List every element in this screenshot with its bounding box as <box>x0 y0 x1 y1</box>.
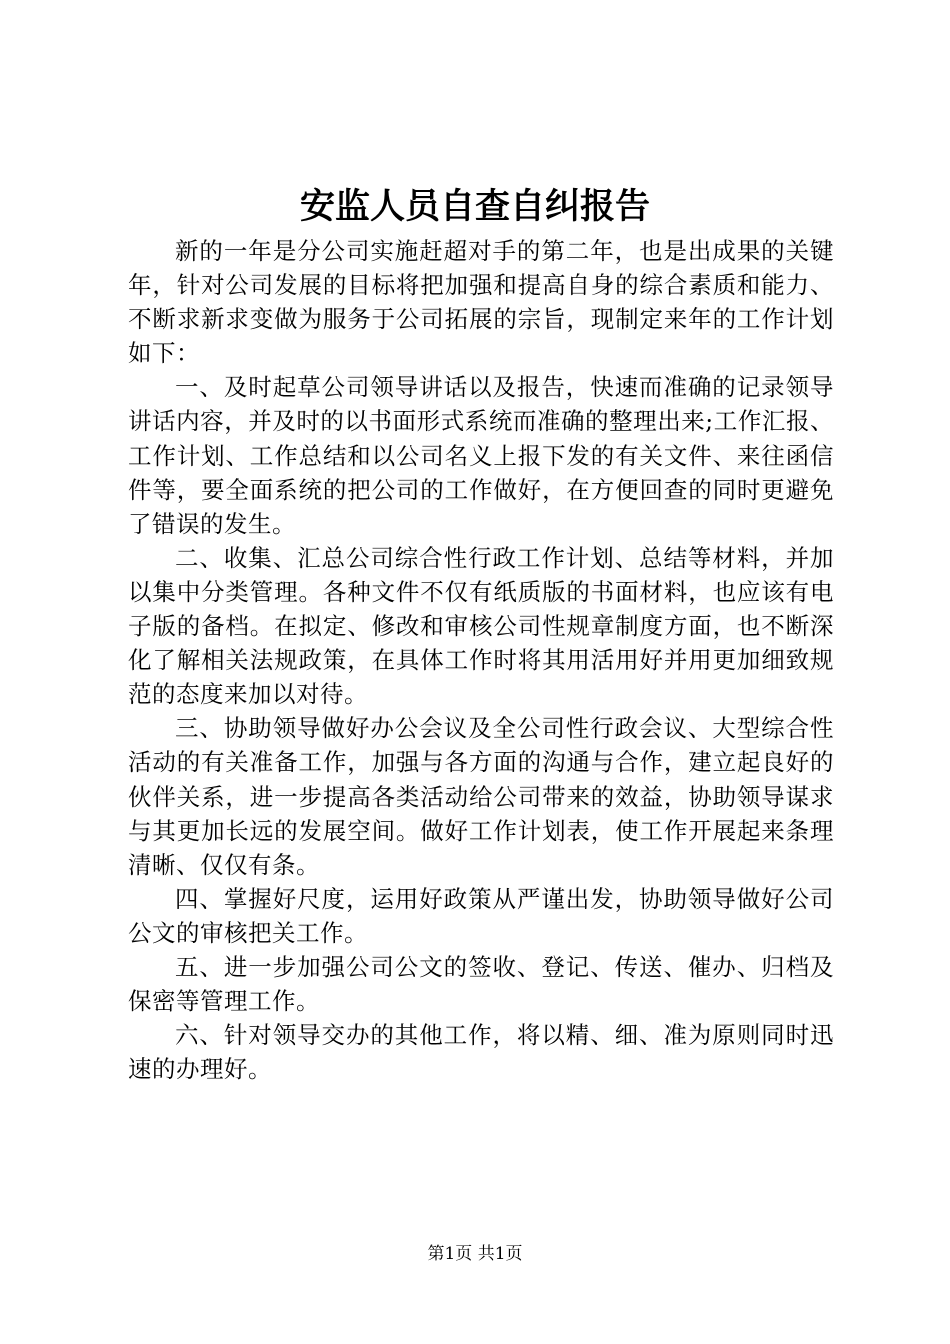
paragraph-item-5: 五、进一步加强公司公文的签收、登记、传送、催办、归档及保密等管理工作。 <box>128 952 834 1016</box>
paragraph-item-1: 一、及时起草公司领导讲话以及报告，快速而准确的记录领导讲话内容，并及时的以书面形式系统而准确的整理出来;工作汇报、工作计划、工作总结和以公司名义上报下发的有关文件、来往函信件等，要全面系统的把公司的工作做好，在方便回查的同时更避免了错误的发生。 <box>128 373 834 538</box>
paragraph-item-4: 四、掌握好尺度，运用好政策从严谨出发，协助领导做好公司公文的审核把关工作。 <box>128 884 834 947</box>
document-title: 安监人员自查自纠报告 <box>299 186 650 227</box>
paragraph-item-2: 二、收集、汇总公司综合性行政工作计划、总结等材料，并加以集中分类管理。各种文件不仅有纸质版的书面材料，也应该有电子版的备档。在拟定、修改和审核公司性规章制度方面，也不断深化了解相关法规政策，在具体工作时将其用活用好并用更加细致规范的态度来加以对待。 <box>128 543 834 709</box>
page-footer: 第1页 共1页 <box>427 1244 523 1264</box>
paragraph-item-6: 六、针对领导交办的其他工作，将以精、细、准为原则同时迅速的办理好。 <box>128 1021 834 1084</box>
paragraph-item-3: 三、协助领导做好办公会议及全公司性行政会议、大型综合性活动的有关准备工作，加强与各方面的沟通与合作，建立起良好的伙伴关系，进一步提高各类活动给公司带来的效益，协助领导谋求与其更加长远的发展空间。做好工作计划表，使工作开展起来条理清晰、仅仅有条。 <box>128 714 834 879</box>
paragraph-intro: 新的一年是分公司实施赶超对手的第二年，也是出成果的关键年，针对公司发展的目标将把加强和提高自身的综合素质和能力、不断求新求变做为服务于公司拓展的宗旨，现制定来年的工作计划如下： <box>128 237 834 368</box>
document-body <box>128 234 834 1086</box>
